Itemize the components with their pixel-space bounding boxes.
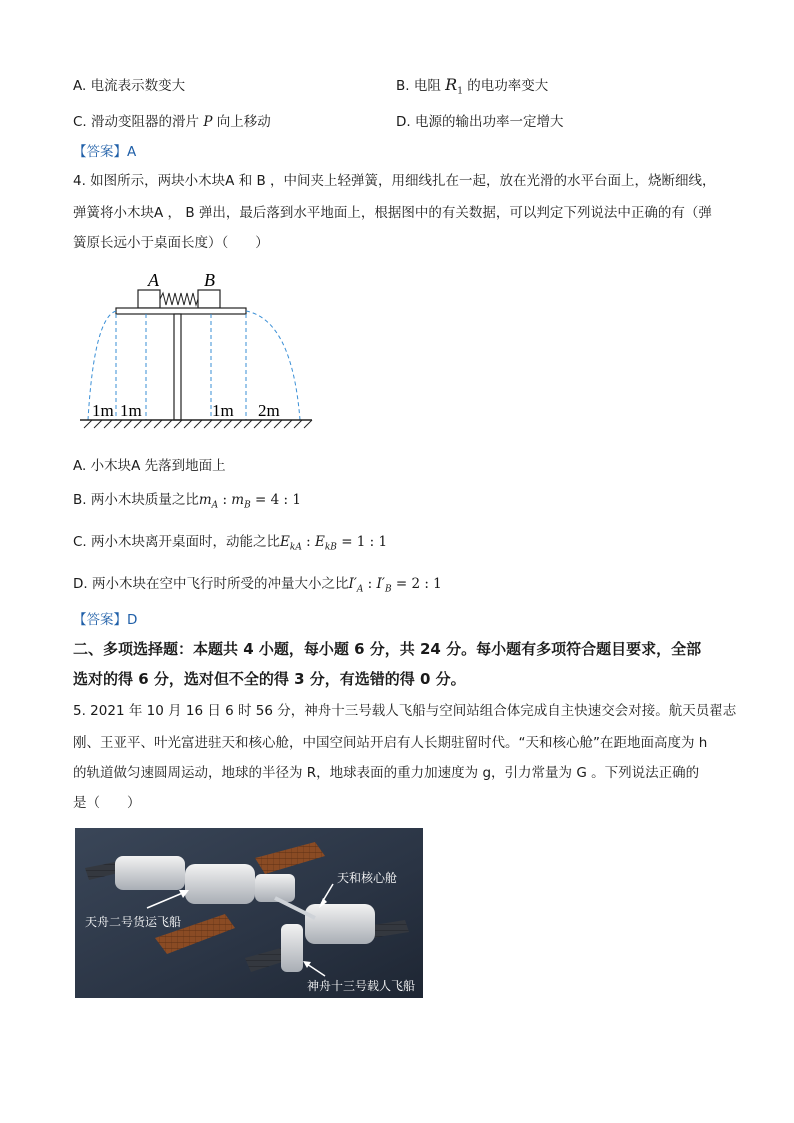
q3-option-b-sub: 1 (457, 86, 463, 97)
q3-option-b-var: R (445, 75, 458, 94)
table-top (116, 308, 246, 314)
label-tianzhou: 天舟二号货运飞船 (85, 915, 182, 929)
q3-option-c-suffix: 向上移动 (216, 114, 271, 130)
q3-option-c-prefix: C. 滑动变阻器的滑片 (73, 114, 200, 130)
q3-option-b (396, 74, 548, 97)
table-leg (174, 314, 181, 420)
label-tianhe: 天和核心舱 (337, 871, 398, 885)
distance-label-3: 1m (212, 401, 234, 420)
q4-option-d-prefix: D. 两小木块在空中飞行时所受的冲量大小之比 (73, 576, 349, 592)
q4-option-c-e2: E (314, 534, 325, 550)
q4-option-c (73, 530, 387, 553)
block-a (138, 290, 160, 308)
q4-option-d-sub2: B (384, 584, 392, 595)
q4-option-b-m1: m (198, 492, 212, 508)
q4-option-b-m2: m (231, 492, 245, 508)
q4-stem-line3: 簧原长远小于桌面长度）（ ） (73, 235, 269, 251)
spring-blocks-figure (80, 268, 320, 440)
q3-answer: 【答案】A (73, 144, 137, 160)
q3-option-a: A. 电流表示数变大 (73, 78, 186, 94)
q4-option-b-sub1: A (211, 500, 219, 511)
shenzhou-module (281, 924, 303, 972)
q4-option-c-sub1: kA (289, 542, 302, 553)
q4-option-c-colon: : (301, 534, 315, 550)
section2-header-line1: 二、多项选择题：本题共 4 小题，每小题 6 分，共 24 分。每小题有多项符合题目要求，全部 (73, 640, 702, 658)
q4-option-c-e1: E (280, 534, 290, 550)
q3-option-d: D. 电源的输出功率一定增大 (396, 114, 564, 130)
q3-option-b-prefix: B. 电阻 (396, 78, 441, 94)
q4-option-b-colon: : (218, 492, 232, 508)
section2-header-line2: 选对的得 6 分，选对但不全的得 3 分，有选错的得 0 分。 (73, 670, 466, 688)
q4-option-b-ratio: = 4 : 1 (250, 492, 301, 508)
q4-option-b-sub2: B (244, 500, 251, 511)
block-b (198, 290, 220, 308)
q3-option-c-var: P (203, 114, 213, 130)
q4-option-d-colon: : (363, 576, 377, 592)
q5-stem-line4: 是（ ） (73, 795, 141, 811)
label-shenzhou: 神舟十三号载人飞船 (307, 979, 416, 993)
q4-option-a: A. 小木块A 先落到地面上 (73, 458, 226, 474)
q3-option-c (73, 110, 271, 130)
q4-option-d (73, 572, 442, 595)
distance-label-1: 1m (92, 401, 114, 420)
spring (160, 293, 198, 305)
q4-option-b (73, 488, 301, 511)
ground-hatching (84, 420, 312, 428)
q4-option-d-sub1: A (356, 584, 364, 595)
q5-stem-line1: 5. 2021 年 10 月 16 日 6 时 56 分，神舟十三号载人飞船与空间站组合体完成自主快速交会对接。航天员翟志 (73, 703, 737, 719)
q4-stem-line1: 4. 如图所示，两块小木块A 和 B ，中间夹上轻弹簧，用细线扎在一起，放在光滑的水平台面上，烧断细线， (73, 173, 716, 189)
q3-option-b-suffix: 的电功率变大 (467, 78, 549, 94)
node-module (255, 874, 295, 902)
q5-stem-line2: 刚、王亚平、叶光富进驻天和核心舱，中国空间站开启有人长期驻留时代。“天和核心舱”在距地面高度为 h (73, 735, 708, 751)
distance-label-4: 2m (258, 401, 280, 420)
space-station-photo (75, 828, 423, 998)
label-block-a: A (148, 270, 159, 290)
q4-answer: 【答案】D (73, 612, 138, 628)
tianhe-module (305, 904, 375, 944)
q4-option-d-i2: I′ (376, 576, 385, 592)
q4-option-d-ratio: = 2 : 1 (391, 576, 442, 592)
q4-option-c-prefix: C. 两小木块离开桌面时，动能之比 (73, 534, 281, 550)
q5-stem-line3: 的轨道做匀速圆周运动，地球的半径为 R，地球表面的重力加速度为 g，引力常量为 G 。下列说法正确的 (73, 765, 700, 781)
q4-option-d-i1: I′ (348, 576, 357, 592)
distance-label-2: 1m (120, 401, 142, 420)
label-block-b: B (204, 270, 215, 290)
tianzhou-module (115, 856, 185, 890)
q4-stem-line2: 弹簧将小木块A ， B 弹出，最后落到水平地面上，根据图中的有关数据，可以判定下列说法中正确的有（弹 (73, 205, 712, 221)
q4-option-b-prefix: B. 两小木块质量之比 (73, 492, 199, 508)
central-module (185, 864, 255, 904)
q4-option-c-sub2: kB (324, 542, 337, 553)
q4-option-c-ratio: = 1 : 1 (336, 534, 388, 550)
